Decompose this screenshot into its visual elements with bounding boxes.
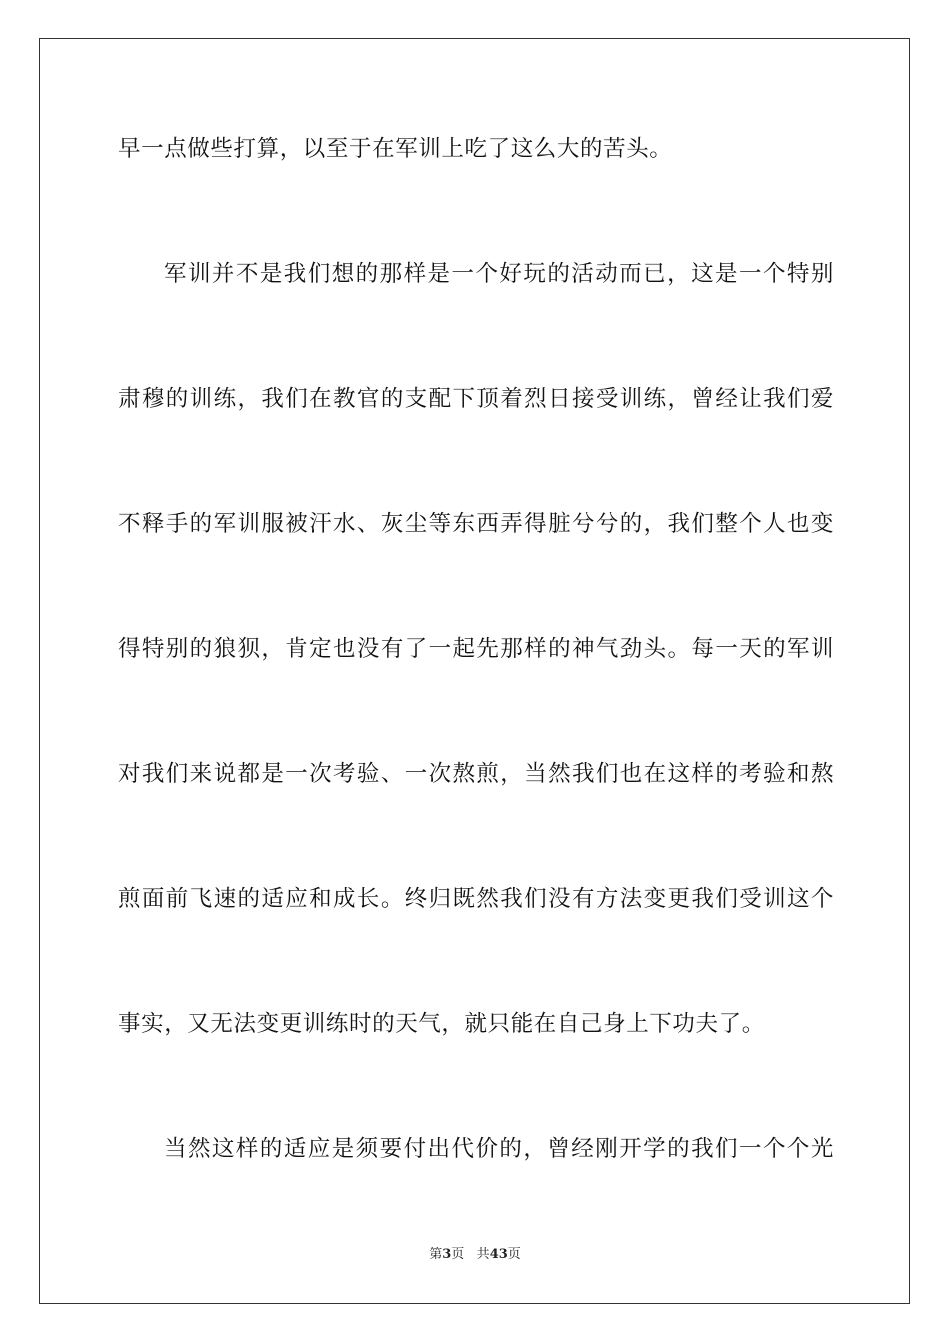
- page-border: [39, 38, 910, 1304]
- text-line-2: 军训并不是我们想的那样是一个好玩的活动而已，这是一个特别: [164, 261, 834, 287]
- current-page-number: 3: [442, 1247, 452, 1262]
- text-line-4: 不释手的军训服被汗水、灰尘等东西弄得脏兮兮的，我们整个人也变: [118, 511, 834, 537]
- footer-prefix: 第: [429, 1247, 443, 1262]
- text-line-5: 得特别的狼狈，肯定也没有了一起先那样的神气劲头。每一天的军训: [118, 636, 834, 662]
- footer-spacer: [464, 1247, 476, 1262]
- footer-page-unit: 页: [451, 1247, 465, 1262]
- footer-total-unit: 页: [507, 1247, 521, 1262]
- text-line-1: 早一点做些打算，以至于在军训上吃了这么大的苦头。: [118, 136, 673, 162]
- text-line-8: 事实，又无法变更训练时的天气，就只能在自己身上下功夫了。: [118, 1011, 765, 1037]
- total-pages-number: 43: [489, 1247, 508, 1262]
- page-footer: [0, 1246, 950, 1264]
- text-line-7: 煎面前飞速的适应和成长。终归既然我们没有方法变更我们受训这个: [118, 886, 834, 912]
- text-line-9: 当然这样的适应是须要付出代价的，曾经刚开学的我们一个个光: [164, 1136, 834, 1162]
- text-line-3: 肃穆的训练，我们在教官的支配下顶着烈日接受训练，曾经让我们爱: [118, 386, 834, 412]
- footer-total-prefix: 共: [476, 1247, 490, 1262]
- text-line-6: 对我们来说都是一次考验、一次熬煎，当然我们也在这样的考验和熬: [118, 761, 834, 787]
